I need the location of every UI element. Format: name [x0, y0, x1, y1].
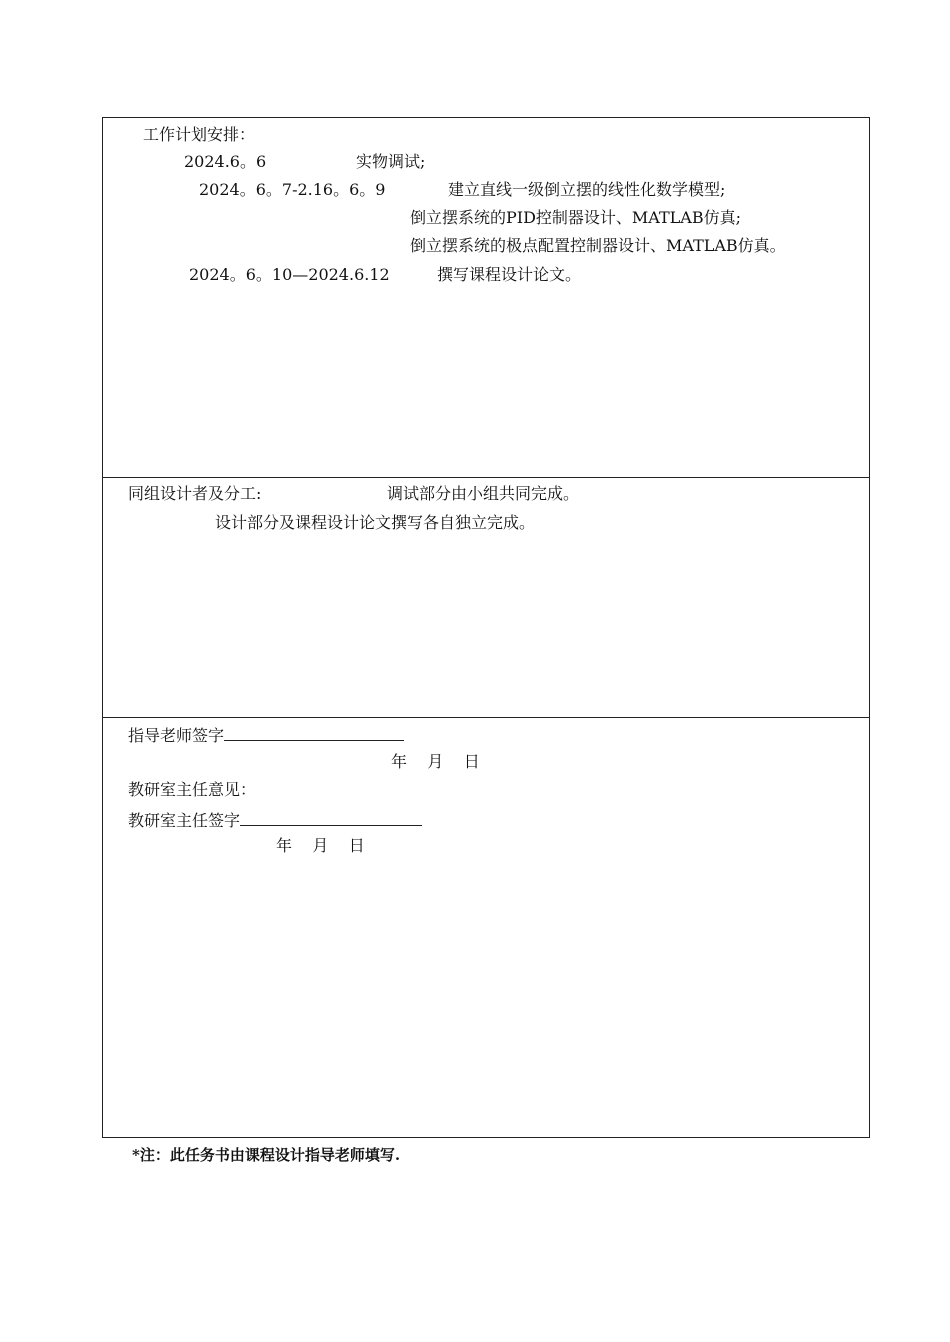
director-signature-row — [128, 808, 422, 831]
group-line-2: 设计部分及课程设计论文撰写各自独立完成。 — [215, 513, 536, 532]
plan-row-5-date: 2024。6。10—2024.6.12 — [189, 265, 390, 284]
teacher-sign-date: 年 月 日 — [391, 752, 480, 771]
group-line-1: 调试部分由小组共同完成。 — [387, 484, 580, 503]
group-label: 同组设计者及分工: — [128, 484, 262, 503]
plan-row-5-task: 撰写课程设计论文。 — [437, 265, 582, 284]
director-signature-line[interactable] — [240, 808, 422, 826]
plan-row-3-task: 倒立摆系统的PID控制器设计、MATLAB仿真; — [410, 208, 741, 227]
plan-heading: 工作计划安排： — [143, 125, 256, 144]
plan-row-1-task: 实物调试; — [356, 152, 426, 171]
section-divider-1 — [103, 477, 869, 478]
plan-row-2-date: 2024。6。7-2.16。6。9 — [199, 180, 386, 199]
footnote: *注：此任务书由课程设计指导老师填写. — [132, 1146, 401, 1164]
teacher-sign-label: 指导老师签字 — [128, 726, 225, 745]
teacher-signature-row — [128, 723, 404, 746]
director-sign-date: 年 月 日 — [276, 836, 365, 855]
section-divider-2 — [103, 717, 869, 718]
director-sign-label: 教研室主任签字 — [128, 811, 241, 830]
plan-row-2-task: 建立直线一级倒立摆的线性化数学模型; — [448, 180, 726, 199]
task-form-table — [102, 117, 870, 1138]
teacher-signature-line[interactable] — [224, 723, 404, 741]
plan-row-4-task: 倒立摆系统的极点配置控制器设计、MATLAB仿真。 — [410, 236, 786, 255]
plan-row-1-date: 2024.6。6 — [184, 152, 267, 171]
director-opinion-label: 教研室主任意见： — [128, 780, 257, 799]
